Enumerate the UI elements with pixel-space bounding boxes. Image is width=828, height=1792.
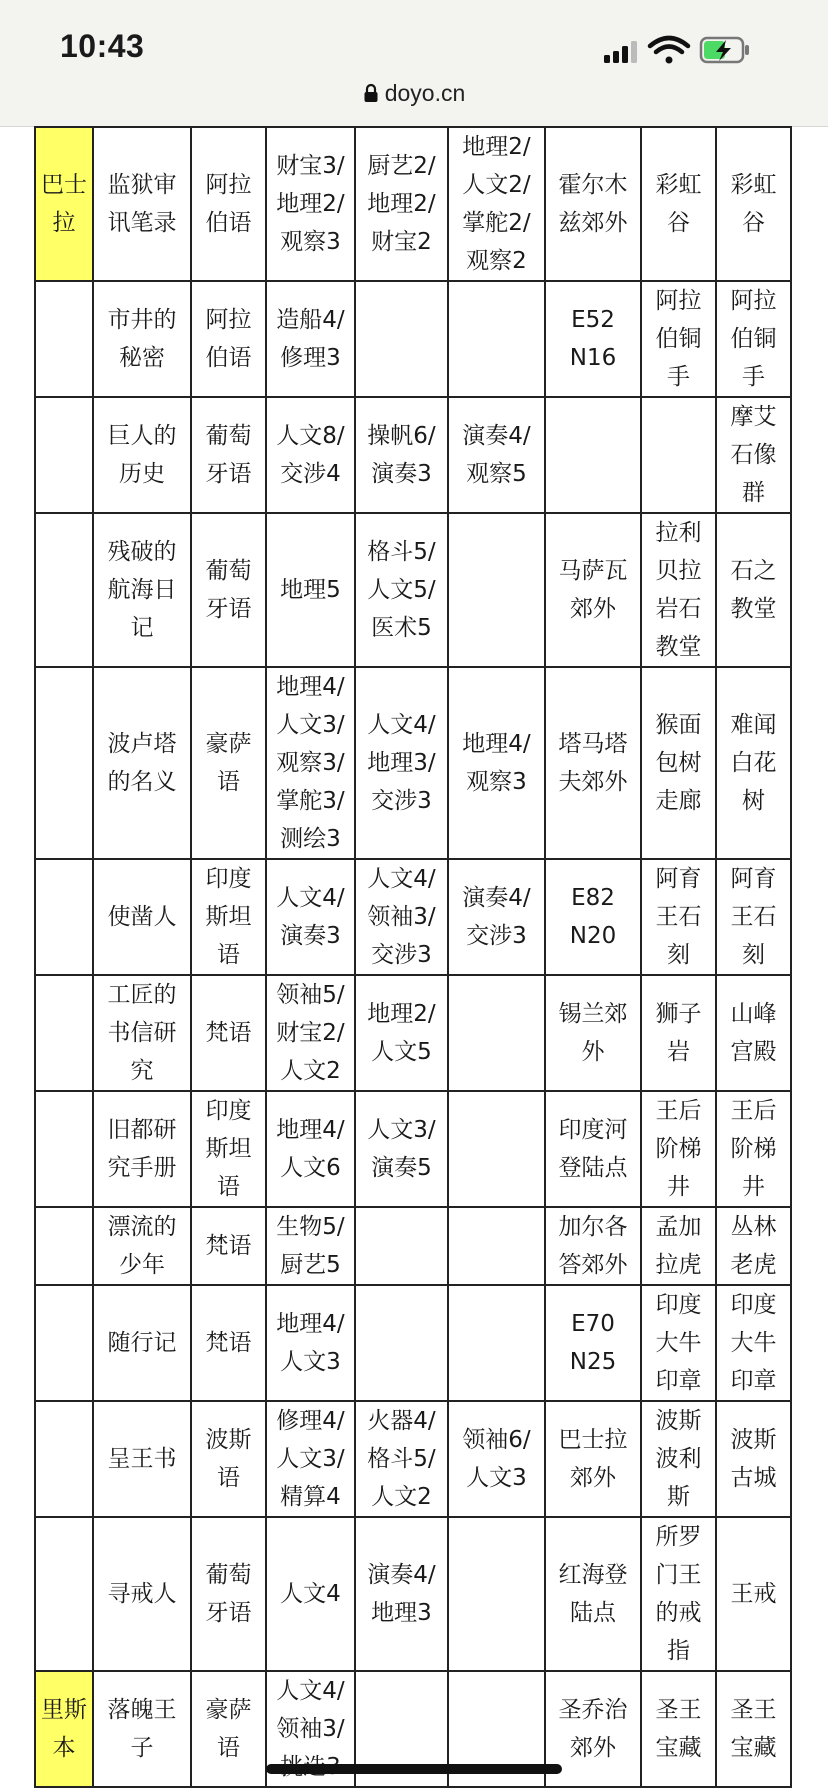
discovery-cell: 孟加 拉虎 [641,1207,716,1285]
skill-req-cell: 地理4/ 人文3/ 观察3/ 掌舵3/ 测绘3 [266,667,355,859]
language-cell: 豪萨 语 [191,667,266,859]
location-cell: E70 N25 [545,1285,641,1401]
discovery-cell [641,397,716,513]
discovery-cell: 所罗 门王 的戒 指 [641,1517,716,1671]
discovery2-cell: 摩艾 石像 群 [716,397,791,513]
skill-req-cell: 人文4 [266,1517,355,1671]
language-cell: 梵语 [191,1207,266,1285]
wifi-icon [650,38,688,64]
location-cell: 红海登 陆点 [545,1517,641,1671]
location-cell: 塔马塔 夫郊外 [545,667,641,859]
book-cell: 工匠的 书信研 究 [93,975,191,1091]
data-table [34,126,792,1788]
table-container [34,126,792,1788]
table-row [35,513,791,667]
skill-req3-cell: 领袖6/ 人文3 [448,1401,545,1517]
skill-req2-cell [355,1285,448,1401]
book-cell: 寻戒人 [93,1517,191,1671]
language-cell: 阿拉 伯语 [191,281,266,397]
skill-req-cell: 人文8/ 交涉4 [266,397,355,513]
language-cell: 波斯 语 [191,1401,266,1517]
city-cell [35,513,93,667]
skill-req2-cell: 火器4/ 格斗5/ 人文2 [355,1401,448,1517]
location-cell: E82 N20 [545,859,641,975]
table-row [35,1091,791,1207]
skill-req2-cell: 操帆6/ 演奏3 [355,397,448,513]
discovery2-cell: 印度 大牛 印章 [716,1285,791,1401]
skill-req-cell: 地理4/ 人文3 [266,1285,355,1401]
table-row [35,1517,791,1671]
city-cell: 里斯 本 [35,1671,93,1787]
city-cell [35,1207,93,1285]
table-row [35,1401,791,1517]
book-cell: 漂流的 少年 [93,1207,191,1285]
discovery2-cell: 王戒 [716,1517,791,1671]
skill-req2-cell: 人文4/ 地理3/ 交涉3 [355,667,448,859]
city-cell: 巴士拉 [35,127,93,281]
skill-req3-cell [448,975,545,1091]
city-cell [35,1517,93,1671]
discovery-cell: 拉利 贝拉 岩石 教堂 [641,513,716,667]
battery-charging-icon [701,38,749,62]
skill-req3-cell [448,513,545,667]
discovery-cell: 印度 大牛 印章 [641,1285,716,1401]
city-cell [35,397,93,513]
skill-req-cell: 地理5 [266,513,355,667]
book-cell: 残破的 航海日 记 [93,513,191,667]
language-cell: 梵语 [191,975,266,1091]
book-cell: 落魄王 子 [93,1671,191,1787]
location-cell: E52 N16 [545,281,641,397]
discovery2-cell: 石之 教堂 [716,513,791,667]
language-cell: 阿拉 伯语 [191,127,266,281]
discovery2-cell: 难闻 白花 树 [716,667,791,859]
discovery2-cell: 波斯 古城 [716,1401,791,1517]
city-cell [35,1285,93,1401]
location-cell: 马萨瓦 郊外 [545,513,641,667]
skill-req3-cell: 演奏4/ 交涉3 [448,859,545,975]
skill-req-cell: 财宝3/ 地理2/ 观察3 [266,127,355,281]
language-cell: 葡萄 牙语 [191,1517,266,1671]
cellular-signal-icon [604,41,637,63]
book-cell: 随行记 [93,1285,191,1401]
skill-req3-cell [448,1517,545,1671]
skill-req2-cell: 格斗5/ 人文5/ 医术5 [355,513,448,667]
location-cell [545,397,641,513]
skill-req-cell: 生物5/ 厨艺5 [266,1207,355,1285]
table-body [35,127,791,1787]
table-row [35,859,791,975]
discovery2-cell: 阿拉 伯铜 手 [716,281,791,397]
lock-icon [363,83,379,103]
skill-req2-cell: 人文3/ 演奏5 [355,1091,448,1207]
city-cell [35,859,93,975]
city-cell [35,281,93,397]
city-cell [35,1091,93,1207]
discovery2-cell: 圣王 宝藏 [716,1671,791,1787]
discovery2-cell: 阿育 王石 刻 [716,859,791,975]
book-cell: 旧都研 究手册 [93,1091,191,1207]
language-cell: 葡萄 牙语 [191,513,266,667]
book-cell: 使凿人 [93,859,191,975]
discovery2-cell: 山峰 宫殿 [716,975,791,1091]
location-cell: 圣乔治 郊外 [545,1671,641,1787]
skill-req-cell: 修理4/ 人文3/ 精算4 [266,1401,355,1517]
skill-req2-cell: 演奏4/ 地理3 [355,1517,448,1671]
skill-req-cell: 领袖5/ 财宝2/ 人文2 [266,975,355,1091]
discovery2-cell: 彩虹 谷 [716,127,791,281]
skill-req2-cell: 厨艺2/ 地理2/ 财宝2 [355,127,448,281]
city-cell [35,975,93,1091]
language-cell: 梵语 [191,1285,266,1401]
discovery-cell: 圣王 宝藏 [641,1671,716,1787]
language-cell: 印度 斯坦 语 [191,859,266,975]
location-cell: 霍尔木 兹郊外 [545,127,641,281]
discovery-cell: 狮子 岩 [641,975,716,1091]
skill-req3-cell [448,1207,545,1285]
discovery2-cell: 王后 阶梯 井 [716,1091,791,1207]
skill-req3-cell: 地理4/ 观察3 [448,667,545,859]
skill-req-cell: 人文4/ 演奏3 [266,859,355,975]
table-row [35,1285,791,1401]
skill-req3-cell [448,1285,545,1401]
table-row [35,667,791,859]
home-indicator[interactable] [266,1764,562,1774]
discovery-cell: 彩虹 谷 [641,127,716,281]
book-cell: 监狱审 讯笔录 [93,127,191,281]
discovery-cell: 波斯 波利 斯 [641,1401,716,1517]
url-text: doyo.cn [384,80,466,106]
book-cell: 呈王书 [93,1401,191,1517]
city-cell [35,1401,93,1517]
skill-req2-cell [355,1207,448,1285]
skill-req3-cell: 地理2/ 人文2/ 掌舵2/ 观察2 [448,127,545,281]
clock-time: 10:43 [60,28,145,64]
location-cell: 巴士拉 郊外 [545,1401,641,1517]
skill-req2-cell [355,281,448,397]
discovery-cell: 猴面 包树 走廊 [641,667,716,859]
table-row [35,127,791,281]
skill-req2-cell: 地理2/ 人文5 [355,975,448,1091]
discovery-cell: 阿拉 伯铜 手 [641,281,716,397]
table-row [35,281,791,397]
skill-req-cell: 人文4/ 领袖3/ [266,1671,355,1787]
skill-req3-cell [448,281,545,397]
language-cell: 印度 斯坦 语 [191,1091,266,1207]
location-cell: 加尔各 答郊外 [545,1207,641,1285]
language-cell: 豪萨 语 [191,1671,266,1787]
language-cell: 葡萄 牙语 [191,397,266,513]
skill-req3-cell: 演奏4/ 观察5 [448,397,545,513]
table-row [35,397,791,513]
skill-req-cell: 造船4/ 修理3 [266,281,355,397]
book-cell: 市井的 秘密 [93,281,191,397]
skill-req2-cell: 人文4/ 领袖3/ 交涉3 [355,859,448,975]
address-bar[interactable] [0,80,828,107]
status-bar [0,0,828,127]
location-cell: 锡兰郊 外 [545,975,641,1091]
discovery-cell: 王后 阶梯 井 [641,1091,716,1207]
table-row [35,1207,791,1285]
table-row [35,975,791,1091]
location-cell: 印度河 登陆点 [545,1091,641,1207]
skill-req3-cell [448,1091,545,1207]
discovery2-cell: 丛林 老虎 [716,1207,791,1285]
city-cell [35,667,93,859]
book-cell: 巨人的 历史 [93,397,191,513]
book-cell: 波卢塔 的名义 [93,667,191,859]
skill-req-cell: 地理4/ 人文6 [266,1091,355,1207]
discovery-cell: 阿育 王石 刻 [641,859,716,975]
status-icons [528,0,828,126]
